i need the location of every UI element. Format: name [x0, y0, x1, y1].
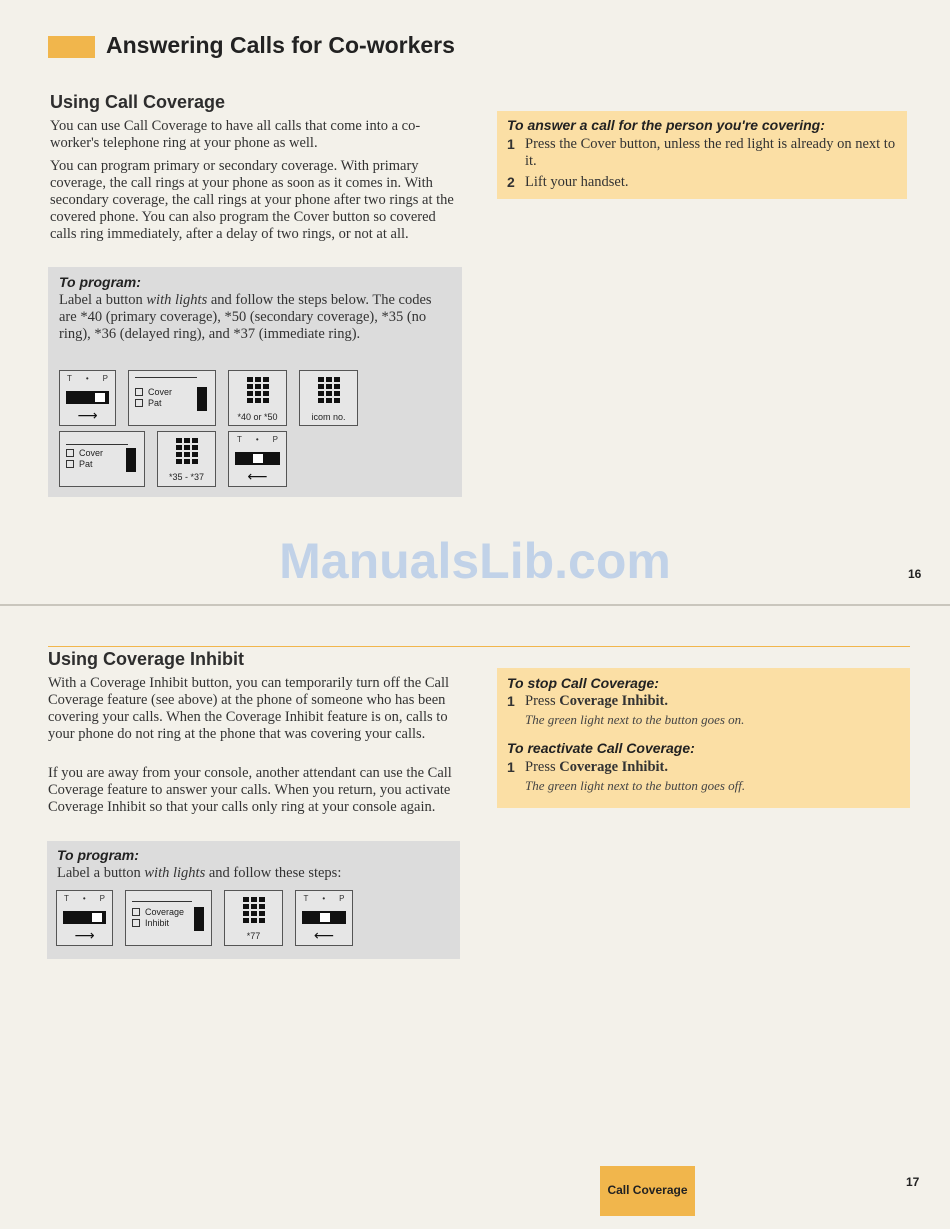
tp-switch-to-t-diagram: T • P ⟵ — [228, 431, 287, 487]
program-instructions: Label a button with lights and follow these steps: — [57, 865, 342, 881]
arrow-left-icon: ⟵ — [247, 469, 268, 485]
page-number-16: 16 — [908, 567, 922, 581]
answer-call-steps — [507, 136, 899, 195]
section-heading-coverage-inhibit: Using Coverage Inhibit — [48, 649, 245, 669]
answer-call-title: To answer a call for the person you're covering: — [507, 117, 825, 133]
program-box — [48, 267, 462, 497]
list-item: 1 Press Coverage Inhibit. The green light next to the button goes off. — [507, 759, 746, 793]
page-title: Answering Calls for Co-workers — [106, 32, 455, 58]
cover-pat-button-diagram: Cover Pat — [128, 370, 216, 426]
program-instructions: Label a button with lights and follow the steps below. The codes are *40 (primary coverage), *50 (secondary coverage), *35 (no ring), *36 (delayed ring), and *37 (immediate ring). — [59, 292, 432, 342]
reactivate-coverage-title: To reactivate Call Coverage: — [507, 740, 695, 756]
call-coverage-description: You can program primary or secondary coverage. With primary coverage, the call rings at your phone as soon as it comes in. With secondary coverage, the call rings at your phone after two rings at the covered phone. You can also program the Cover button so covered calls ring immediately, after a delay of two rings, or not at all. — [50, 158, 454, 242]
reactivate-coverage-steps — [507, 759, 899, 798]
dial-code-35-37-diagram: *35 - *37 — [157, 431, 216, 487]
list-item: 1 Press the Cover button, unless the red light is already on next to it. — [507, 136, 896, 169]
watermark: ManualsLib.com — [279, 533, 671, 589]
arrow-right-icon: ⟶ — [77, 408, 98, 424]
page-divider — [0, 604, 950, 606]
page-number-17: 17 — [906, 1175, 920, 1189]
dial-code-40-50-diagram: *40 or *50 — [228, 370, 287, 426]
tp-switch-to-p-diagram: T • P ⟶ — [59, 370, 116, 426]
dial-code-77-diagram: *77 — [224, 890, 283, 946]
program-box-title: To program: — [57, 847, 139, 863]
title-accent-bar — [48, 36, 95, 58]
dial-icom-number-diagram: icom no. — [299, 370, 358, 426]
section-tab-label: Call Coverage — [607, 1183, 688, 1197]
program-box-title: To program: — [59, 274, 141, 290]
coverage-inhibit-button-diagram: Coverage Inhibit — [125, 890, 212, 946]
program-box-2 — [47, 841, 460, 959]
call-coverage-intro: You can use Call Coverage to have all calls that come into a co-worker's telephone ring at your phone as well. — [50, 118, 421, 151]
arrow-left-icon: ⟵ — [313, 928, 335, 944]
section-heading-call-coverage: Using Call Coverage — [50, 92, 226, 112]
list-item: 1 Press Coverage Inhibit. The green light next to the button goes on. — [507, 693, 745, 727]
cover-pat-button-diagram-2: Cover Pat — [59, 431, 145, 487]
arrow-right-icon: ⟶ — [74, 928, 95, 944]
coverage-inhibit-steps-box — [497, 668, 910, 808]
stop-coverage-title: To stop Call Coverage: — [507, 675, 659, 691]
section-rule — [48, 646, 910, 647]
coverage-inhibit-intro: With a Coverage Inhibit button, you can temporarily turn off the Call Coverage feature (see above) at the phone of someone who has been covering your calls. When the Coverage Inhibit feature is on, calls to your phone do not ring at the phone that was covering your calls. — [48, 675, 450, 742]
tp-switch-to-p-diagram: T • P ⟶ — [56, 890, 113, 946]
list-item: 2 Lift your handset. — [507, 174, 629, 190]
stop-coverage-steps — [507, 693, 899, 732]
tp-switch-to-t-diagram: T • P ⟵ — [295, 890, 353, 946]
answer-call-box — [497, 111, 907, 199]
coverage-inhibit-description: If you are away from your console, another attendant can use the Call Coverage feature to answer your calls. When you return, you activate Coverage Inhibit so that your calls only ring at your console again. — [48, 765, 452, 815]
